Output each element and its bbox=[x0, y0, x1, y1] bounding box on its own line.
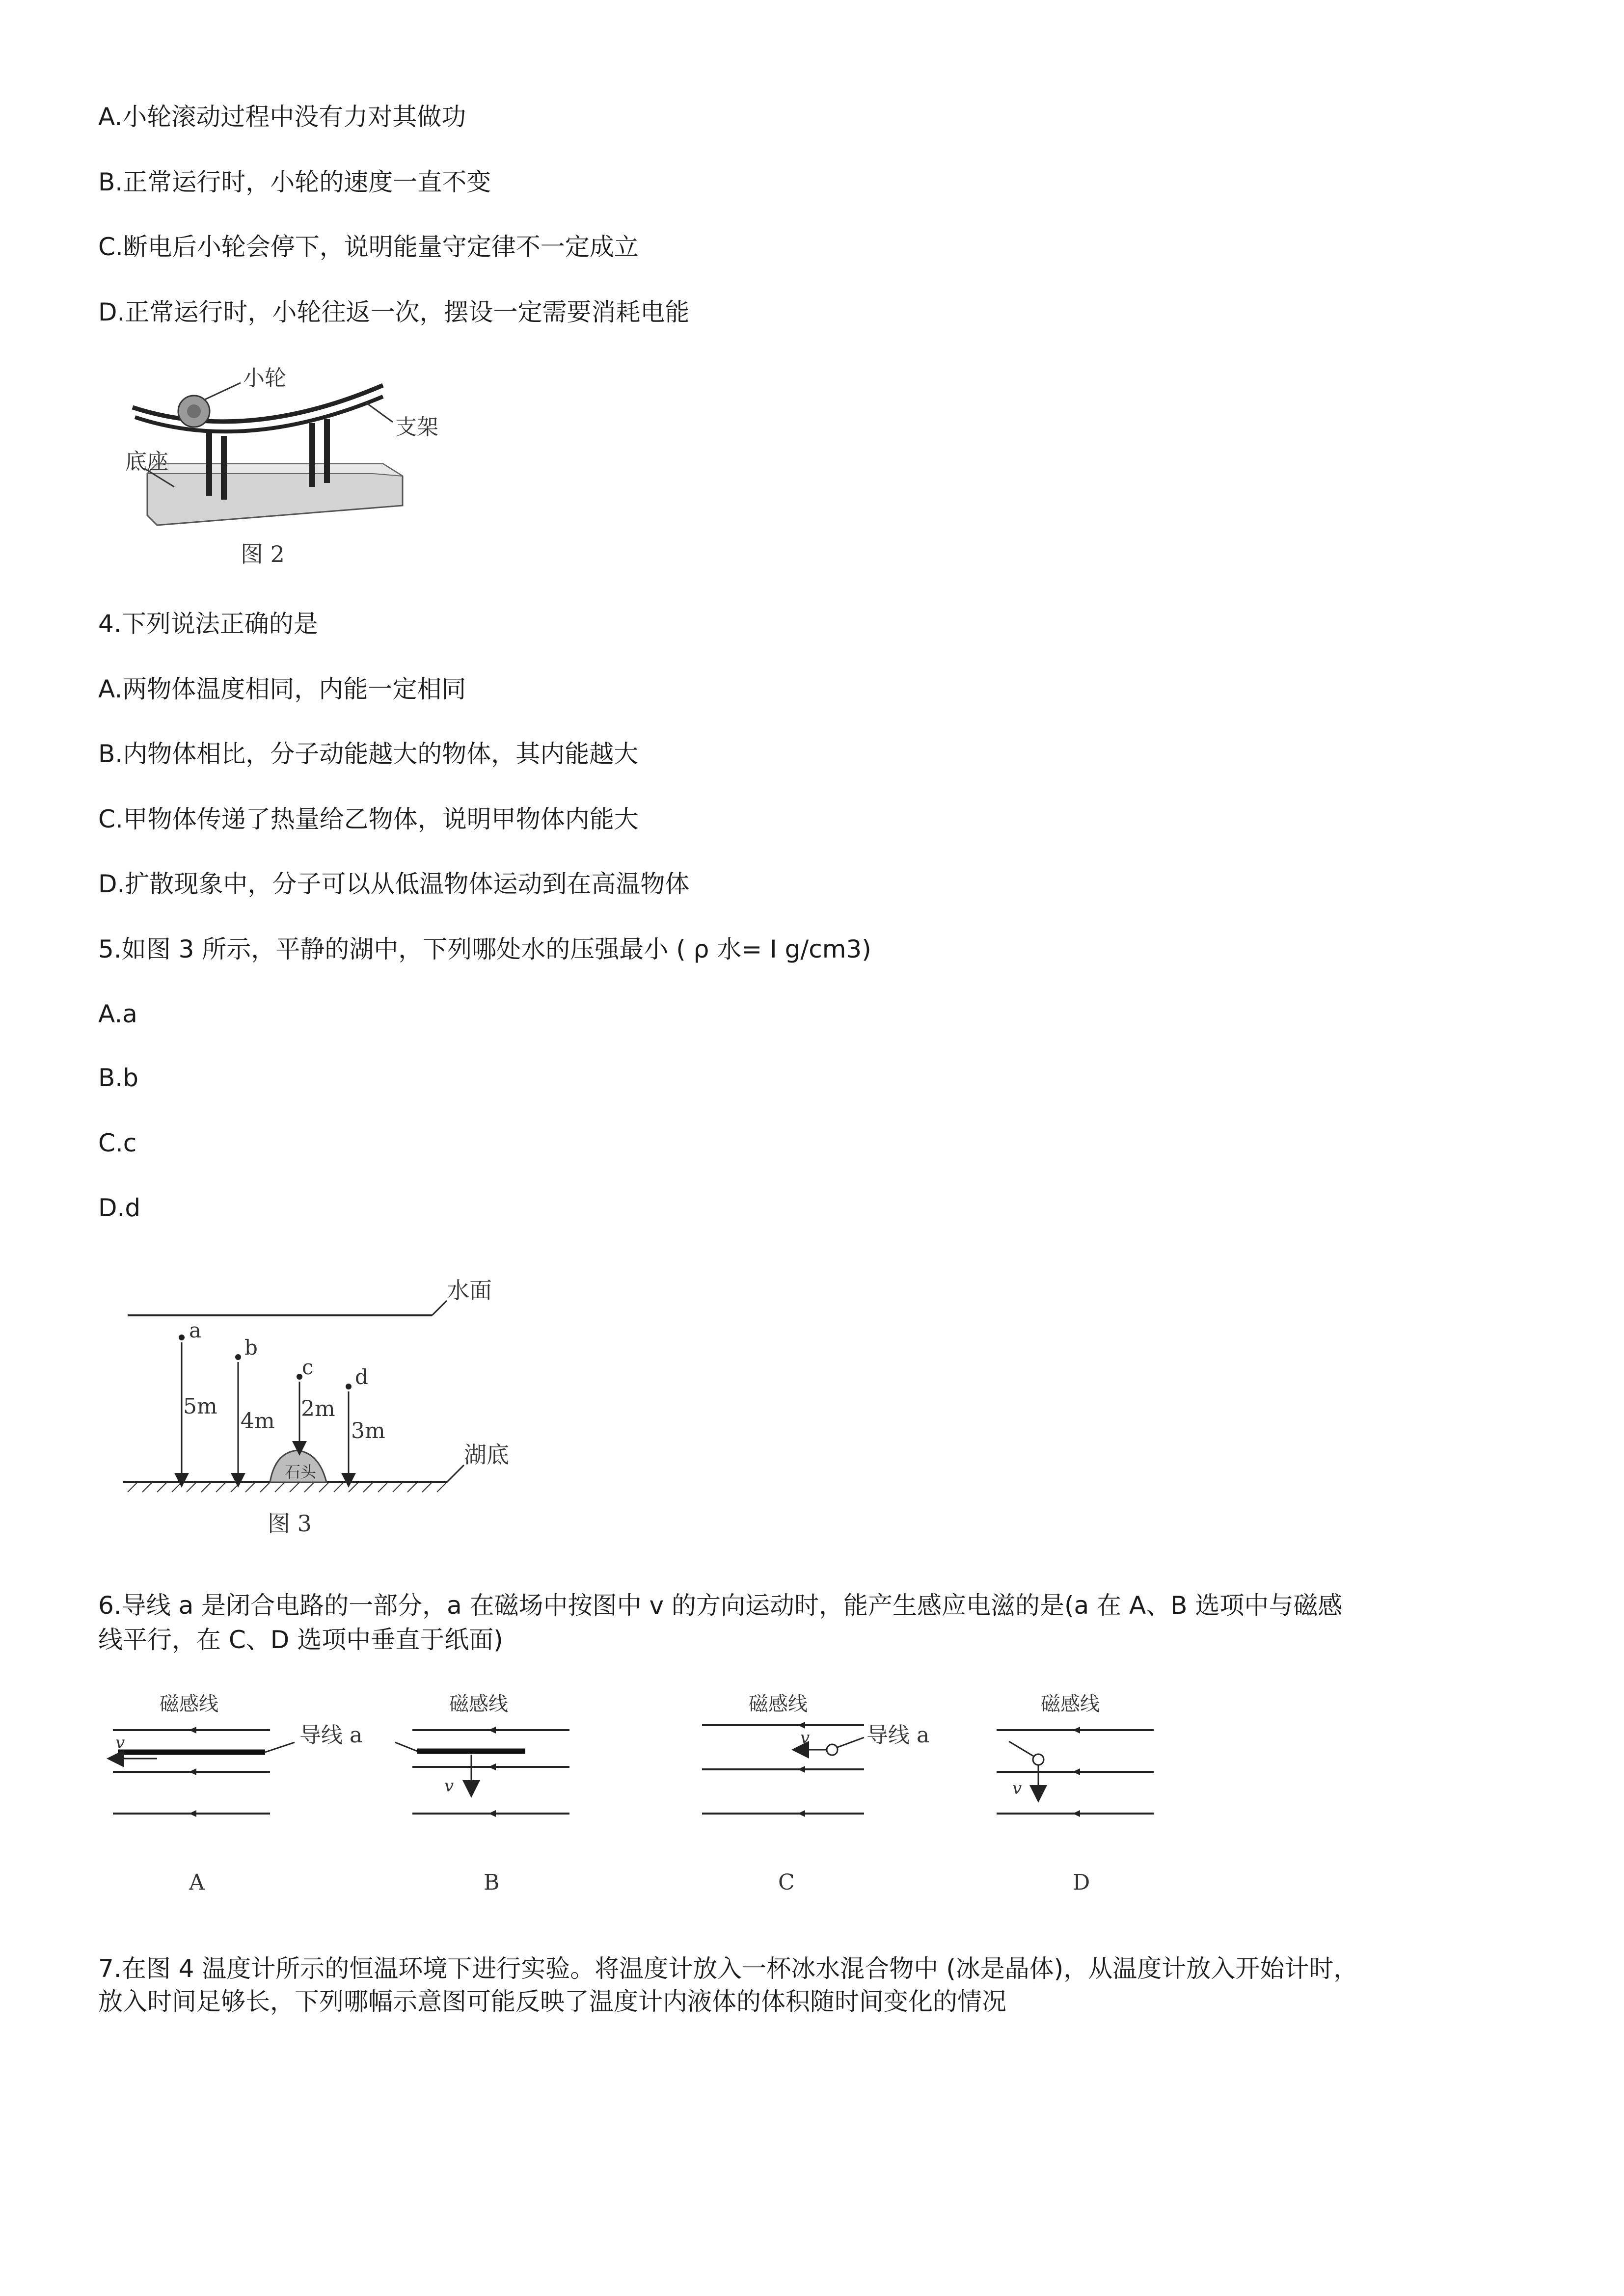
fig3-point-a-label: a bbox=[189, 1318, 202, 1342]
fig6-panel-a-label: A bbox=[189, 1870, 205, 1895]
fig6-panel-a-field-label: 磁感线 bbox=[160, 1693, 218, 1715]
fig6-wire-label-left: 导线 a bbox=[299, 1723, 363, 1748]
q6-stem-line-2: 线平行，在 C、D 选项中垂直于纸面) bbox=[98, 1626, 503, 1654]
figure-3 bbox=[113, 1266, 515, 1546]
q5-option-c: C.c bbox=[98, 1129, 137, 1157]
fig6-panel-d bbox=[997, 1693, 1154, 1895]
fig3-label-bottom: 湖底 bbox=[464, 1442, 509, 1468]
fig6-panel-b-field-label: 磁感线 bbox=[449, 1693, 508, 1715]
fig6-wire-label-right: 导线 a bbox=[866, 1723, 930, 1748]
fig3-point-b-label: b bbox=[244, 1335, 258, 1360]
fig6-panel-c-label: C bbox=[778, 1870, 795, 1895]
q4-stem: 4.下列说法正确的是 bbox=[98, 610, 318, 638]
q3-option-a: A.小轮滚动过程中没有力对其做功 bbox=[98, 103, 466, 131]
q3-option-c: C.断电后小轮会停下，说明能量守定律不一定成立 bbox=[98, 233, 639, 261]
fig6-panel-c-field-label: 磁感线 bbox=[749, 1693, 808, 1715]
fig3-depth-b: 4m bbox=[241, 1409, 275, 1434]
fig3-label-stone: 石头 bbox=[285, 1463, 317, 1481]
fig6-panel-c-wire bbox=[827, 1744, 838, 1755]
fig3-point-c-label: c bbox=[302, 1355, 314, 1379]
fig6-panel-d-v: v bbox=[1012, 1779, 1022, 1798]
fig6-panel-c-v: v bbox=[800, 1728, 810, 1748]
fig2-label-wheel: 小轮 bbox=[243, 366, 286, 391]
fig2-label-base: 底座 bbox=[125, 449, 168, 474]
fig2-track bbox=[133, 385, 383, 422]
fig3-depth-d: 3m bbox=[351, 1418, 385, 1443]
fig6-panel-a-v: v bbox=[115, 1733, 125, 1753]
fig6-panel-b-label: B bbox=[484, 1870, 500, 1895]
q4-option-d: D.扩散现象中，分子可以从低温物体运动到在高温物体 bbox=[98, 870, 690, 898]
figure-6 bbox=[98, 1688, 1218, 1904]
q4-option-c: C.甲物体传递了热量给乙物体，说明甲物体内能大 bbox=[98, 805, 639, 833]
q7-stem-line-1: 7.在图 4 温度计所示的恒温环境下进行实验。将温度计放入一杯冰水混合物中 (冰是晶体)，从温度计放入开始计时， bbox=[98, 1954, 1358, 1983]
q4-option-a: A.两物体温度相同，内能一定相同 bbox=[98, 675, 466, 703]
q3-option-d: D.正常运行时，小轮往返一次，摆设一定需要消耗电能 bbox=[98, 298, 690, 326]
fig3-caption: 图 3 bbox=[268, 1510, 312, 1537]
fig3-label-surface: 水面 bbox=[447, 1277, 492, 1304]
q3-option-b: B.正常运行时，小轮的速度一直不变 bbox=[98, 168, 491, 196]
fig6-panel-d-wire bbox=[1033, 1754, 1044, 1765]
fig3-point-a bbox=[179, 1335, 185, 1340]
fig6-panel-d-label: D bbox=[1073, 1870, 1090, 1895]
fig6-panel-c bbox=[702, 1693, 864, 1895]
fig6-panel-b-v: v bbox=[444, 1776, 454, 1796]
fig6-panel-d-field-label: 磁感线 bbox=[1041, 1693, 1100, 1715]
fig3-depth-c: 2m bbox=[301, 1396, 335, 1421]
fig3-depth-a: 5m bbox=[183, 1394, 217, 1419]
q7-stem-line-2: 放入时间足够长，下列哪幅示意图可能反映了温度计内液体的体积随时间变化的情况 bbox=[98, 1987, 1006, 2016]
fig3-point-d-label: d bbox=[355, 1365, 368, 1389]
q5-option-a: A.a bbox=[98, 1000, 137, 1028]
q5-option-b: B.b bbox=[98, 1064, 138, 1092]
fig2-label-stand: 支架 bbox=[395, 415, 438, 440]
fig2-caption: 图 2 bbox=[241, 541, 285, 567]
q5-option-d: D.d bbox=[98, 1194, 141, 1222]
figure-2 bbox=[98, 358, 471, 569]
q5-stem: 5.如图 3 所示，平静的湖中，下列哪处水的压强最小 ( ρ 水= I g/cm3) bbox=[98, 935, 871, 963]
fig3-point-b bbox=[235, 1354, 241, 1360]
q4-option-b: B.内物体相比，分子动能越大的物体，其内能越大 bbox=[98, 740, 639, 768]
fig6-panel-b bbox=[395, 1693, 569, 1895]
q6-stem-line-1: 6.导线 a 是闭合电路的一部分，a 在磁场中按图中 v 的方向运动时，能产生感应电滋的是(a 在 A、B 选项中与磁感 bbox=[98, 1591, 1343, 1620]
fig6-panel-a bbox=[113, 1693, 295, 1895]
fig3-point-d bbox=[346, 1384, 352, 1389]
